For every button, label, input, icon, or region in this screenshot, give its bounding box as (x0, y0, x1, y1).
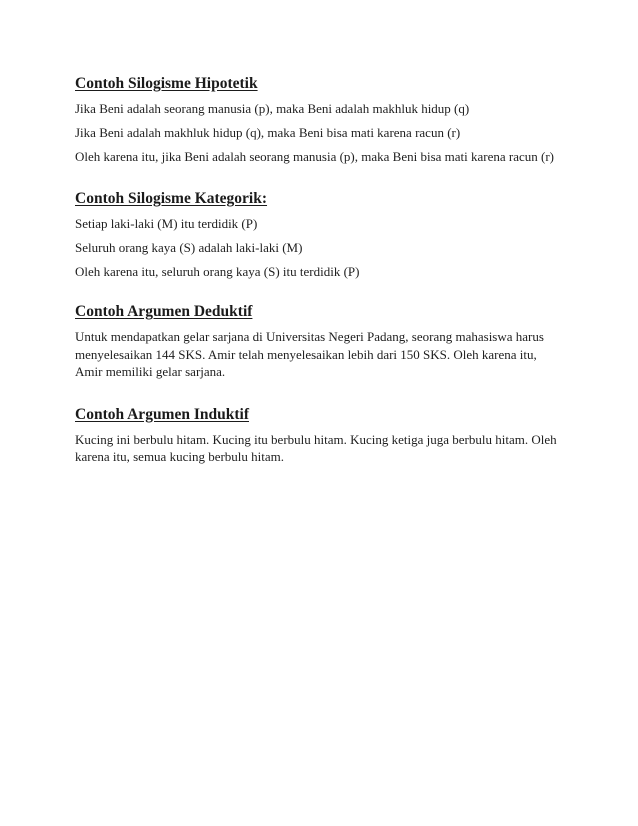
document-content (75, 74, 561, 488)
section-argumen-induktif (75, 405, 561, 466)
section-argumen-deduktif (75, 302, 561, 381)
section-silogisme-kategorik (75, 189, 561, 280)
premise-line-2: Jika Beni adalah makhluk hidup (q), maka Beni bisa mati karena racun (r) (75, 125, 461, 140)
section-silogisme-hipotetik (75, 74, 561, 165)
section-heading: Contoh Silogisme Kategorik: (75, 190, 268, 207)
premise-line-2: Seluruh orang kaya (S) adalah laki-laki (M) (75, 240, 303, 255)
section-paragraph: Kucing ini berbulu hitam. Kucing itu berbulu hitam. Kucing ketiga juga berbulu hitam. Oleh karena itu, semua kucing berbulu hitam. (75, 431, 557, 464)
premise-line-1: Setiap laki-laki (M) itu terdidik (P) (75, 216, 258, 231)
conclusion-line: Oleh karena itu, seluruh orang kaya (S) itu terdidik (P) (75, 264, 360, 279)
section-heading: Contoh Silogisme Hipotetik (75, 75, 258, 92)
section-heading: Contoh Argumen Induktif (75, 405, 249, 423)
section-heading: Contoh Argumen Deduktif (75, 303, 253, 320)
section-paragraph: Untuk mendapatkan gelar sarjana di Universitas Negeri Padang, seorang mahasiswa harus menyelesaikan 144 SKS. Amir telah menyelesaikan lebih dari 150 SKS. Oleh karena itu, Amir memiliki gelar sarjana. (75, 329, 544, 379)
premise-line-1: Jika Beni adalah seorang manusia (p), maka Beni adalah makhluk hidup (q) (75, 101, 470, 116)
conclusion-line: Oleh karena itu, jika Beni adalah seorang manusia (p), maka Beni bisa mati karena racun (r) (75, 149, 555, 164)
